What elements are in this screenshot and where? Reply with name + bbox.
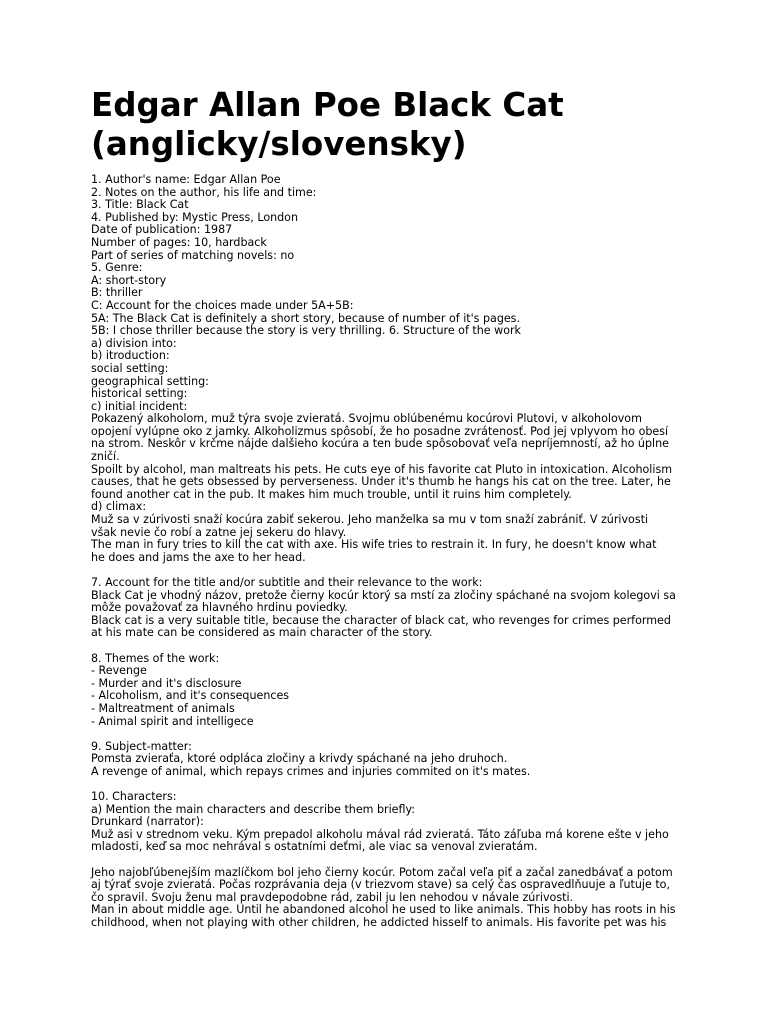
text-line: mladosti, keď sa moc nehrával s ostatními deťmi, ale viac sa venoval zvieratám.	[91, 840, 538, 854]
text-line: Black cat is a very suitable title, because the character of black cat, who revenges for crimes performed	[91, 613, 671, 627]
text-line: 2. Notes on the author, his life and time:	[91, 185, 317, 199]
paragraph-gap	[91, 779, 711, 792]
text-line: Part of series of matching novels: no	[91, 248, 295, 262]
text-line: at his mate can be considered as main character of the story.	[91, 626, 433, 640]
text-line: však nevie čo robí a zatne jej sekeru do hlavy.	[91, 525, 347, 539]
text-line: 3. Title: Black Cat	[91, 198, 189, 212]
text-line: geographical setting:	[91, 374, 209, 388]
text-line: B: thriller	[91, 286, 143, 300]
paragraph	[91, 653, 711, 729]
text-line: a) Mention the main characters and describe them briefly:	[91, 802, 415, 816]
text-line: 5A: The Black Cat is definitely a short story, because of number of it's pages.	[91, 311, 520, 325]
text-line: môže považovať za hlavného hrdinu poviedky.	[91, 601, 348, 615]
text-line: found another cat in the pub. It makes him much trouble, until it ruins him completely.	[91, 487, 572, 501]
paragraph-gap	[91, 728, 711, 741]
paragraph-gap	[91, 640, 711, 653]
paragraph	[91, 791, 711, 854]
text-line: 5. Genre:	[91, 261, 143, 275]
text-line: a) division into:	[91, 336, 177, 350]
text-line: Spoilt by alcohol, man maltreats his pets. He cuts eye of his favorite cat Pluto in intoxication. Alcoholism	[91, 462, 673, 476]
text-line: historical setting:	[91, 387, 188, 401]
text-line: causes, that he gets obsessed by perverseness. Under it's thumb he hangs his cat on the tree. Later, he	[91, 475, 671, 489]
title-line: (anglicky/slovensky)	[91, 125, 467, 163]
text-line: Drunkard (narrator):	[91, 815, 204, 829]
text-line: he does and jams the axe to her head.	[91, 550, 306, 564]
text-line: Pomsta zvieraťa, ktoré odpláca zločiny a krivdy spáchané na jeho druhoch.	[91, 752, 508, 766]
text-line: 8. Themes of the work:	[91, 651, 220, 665]
paragraph	[91, 174, 711, 564]
document-title	[91, 86, 731, 164]
text-line: Muž asi v strednom veku. Kým prepadol alkoholu mával rád zvieratá. Táto záľuba má korene ešte v jeho	[91, 827, 669, 841]
text-line: opojení vylúpne oko z jamky. Alkoholizmus spôsobí, že ho posadne zvrátenosť. Pod jej vplyvom ho obesí	[91, 424, 669, 438]
text-line: - Murder and it's disclosure	[91, 676, 242, 690]
text-line: 9. Subject-matter:	[91, 739, 192, 753]
paragraph	[91, 577, 711, 640]
text-line: Jeho najobľúbenejším mazlíčkom bol jeho čierny kocúr. Potom začal veľa piť a začal zanedbávať a potom	[91, 865, 673, 879]
text-line: A: short-story	[91, 273, 167, 287]
text-line: social setting:	[91, 361, 169, 375]
text-line: - Animal spirit and intelligece	[91, 714, 254, 728]
text-line: A revenge of animal, which repays crimes and injuries commited on it's mates.	[91, 764, 531, 778]
paragraph	[91, 741, 711, 779]
text-line: čo spravil. Svoju ženu mal pravdepodobne rád, zabil ju len nehodou v návale zúrivosti.	[91, 890, 574, 904]
text-line: 4. Published by: Mystic Press, London	[91, 210, 298, 224]
text-line: 10. Characters:	[91, 790, 177, 804]
text-line: b) itroduction:	[91, 349, 170, 363]
text-line: zničí.	[91, 450, 120, 464]
text-line: Pokazený alkoholom, muž týra svoje zvieratá. Svojmu oblúbenému kocúrovi Plutovi, v alkoholovom	[91, 412, 642, 426]
text-line: Black Cat je vhodný názov, pretože čierny kocúr ktorý sa mstí za zločiny spáchané na svojom kolegovi sa	[91, 588, 676, 602]
document-body	[91, 174, 711, 930]
text-line: childhood, when not playing with other children, he addicted hisself to animals. His favorite pet was his	[91, 916, 667, 930]
title-line: Edgar Allan Poe Black Cat	[91, 86, 564, 124]
text-line: Number of pages: 10, hardback	[91, 235, 267, 249]
paragraph-gap	[91, 854, 711, 867]
text-line: - Alcoholism, and it's consequences	[91, 689, 290, 703]
text-line: - Maltreatment of animals	[91, 701, 235, 715]
paragraph	[91, 867, 711, 930]
text-line: Date of publication: 1987	[91, 223, 233, 237]
text-line: The man in fury tries to kill the cat with axe. His wife tries to restrain it. In fury, he doesn't know what	[91, 538, 657, 552]
text-line: - Revenge	[91, 664, 147, 678]
text-line: Muž sa v zúrivosti snaží kocúra zabiť sekerou. Jeho manželka sa mu v tom snaží zabrániť. V zúrivosti	[91, 513, 649, 527]
text-line: 7. Account for the title and/or subtitle and their relevance to the work:	[91, 576, 483, 589]
text-line: c) initial incident:	[91, 399, 188, 413]
text-line: na strom. Neskôr v krčme nájde dalšieho kocúra a ten bude spôsobovať veľa nepríjemností, až ho úplne	[91, 437, 669, 451]
text-line: Man in about middle age. Until he abandoned alcohol he used to like animals. This hobby has roots in his	[91, 903, 676, 917]
text-line: d) climax:	[91, 500, 147, 514]
text-line: 1. Author's name: Edgar Allan Poe	[91, 173, 281, 186]
text-line: aj týrať svoje zvieratá. Počas rozprávania deja (v triezvom stave) sa celý čas ospravedlňuuje a ľutuje to,	[91, 878, 670, 892]
text-line: C: Account for the choices made under 5A+5B:	[91, 298, 354, 312]
text-line: 5B: I chose thriller because the story is very thrilling. 6. Structure of the work	[91, 324, 521, 338]
